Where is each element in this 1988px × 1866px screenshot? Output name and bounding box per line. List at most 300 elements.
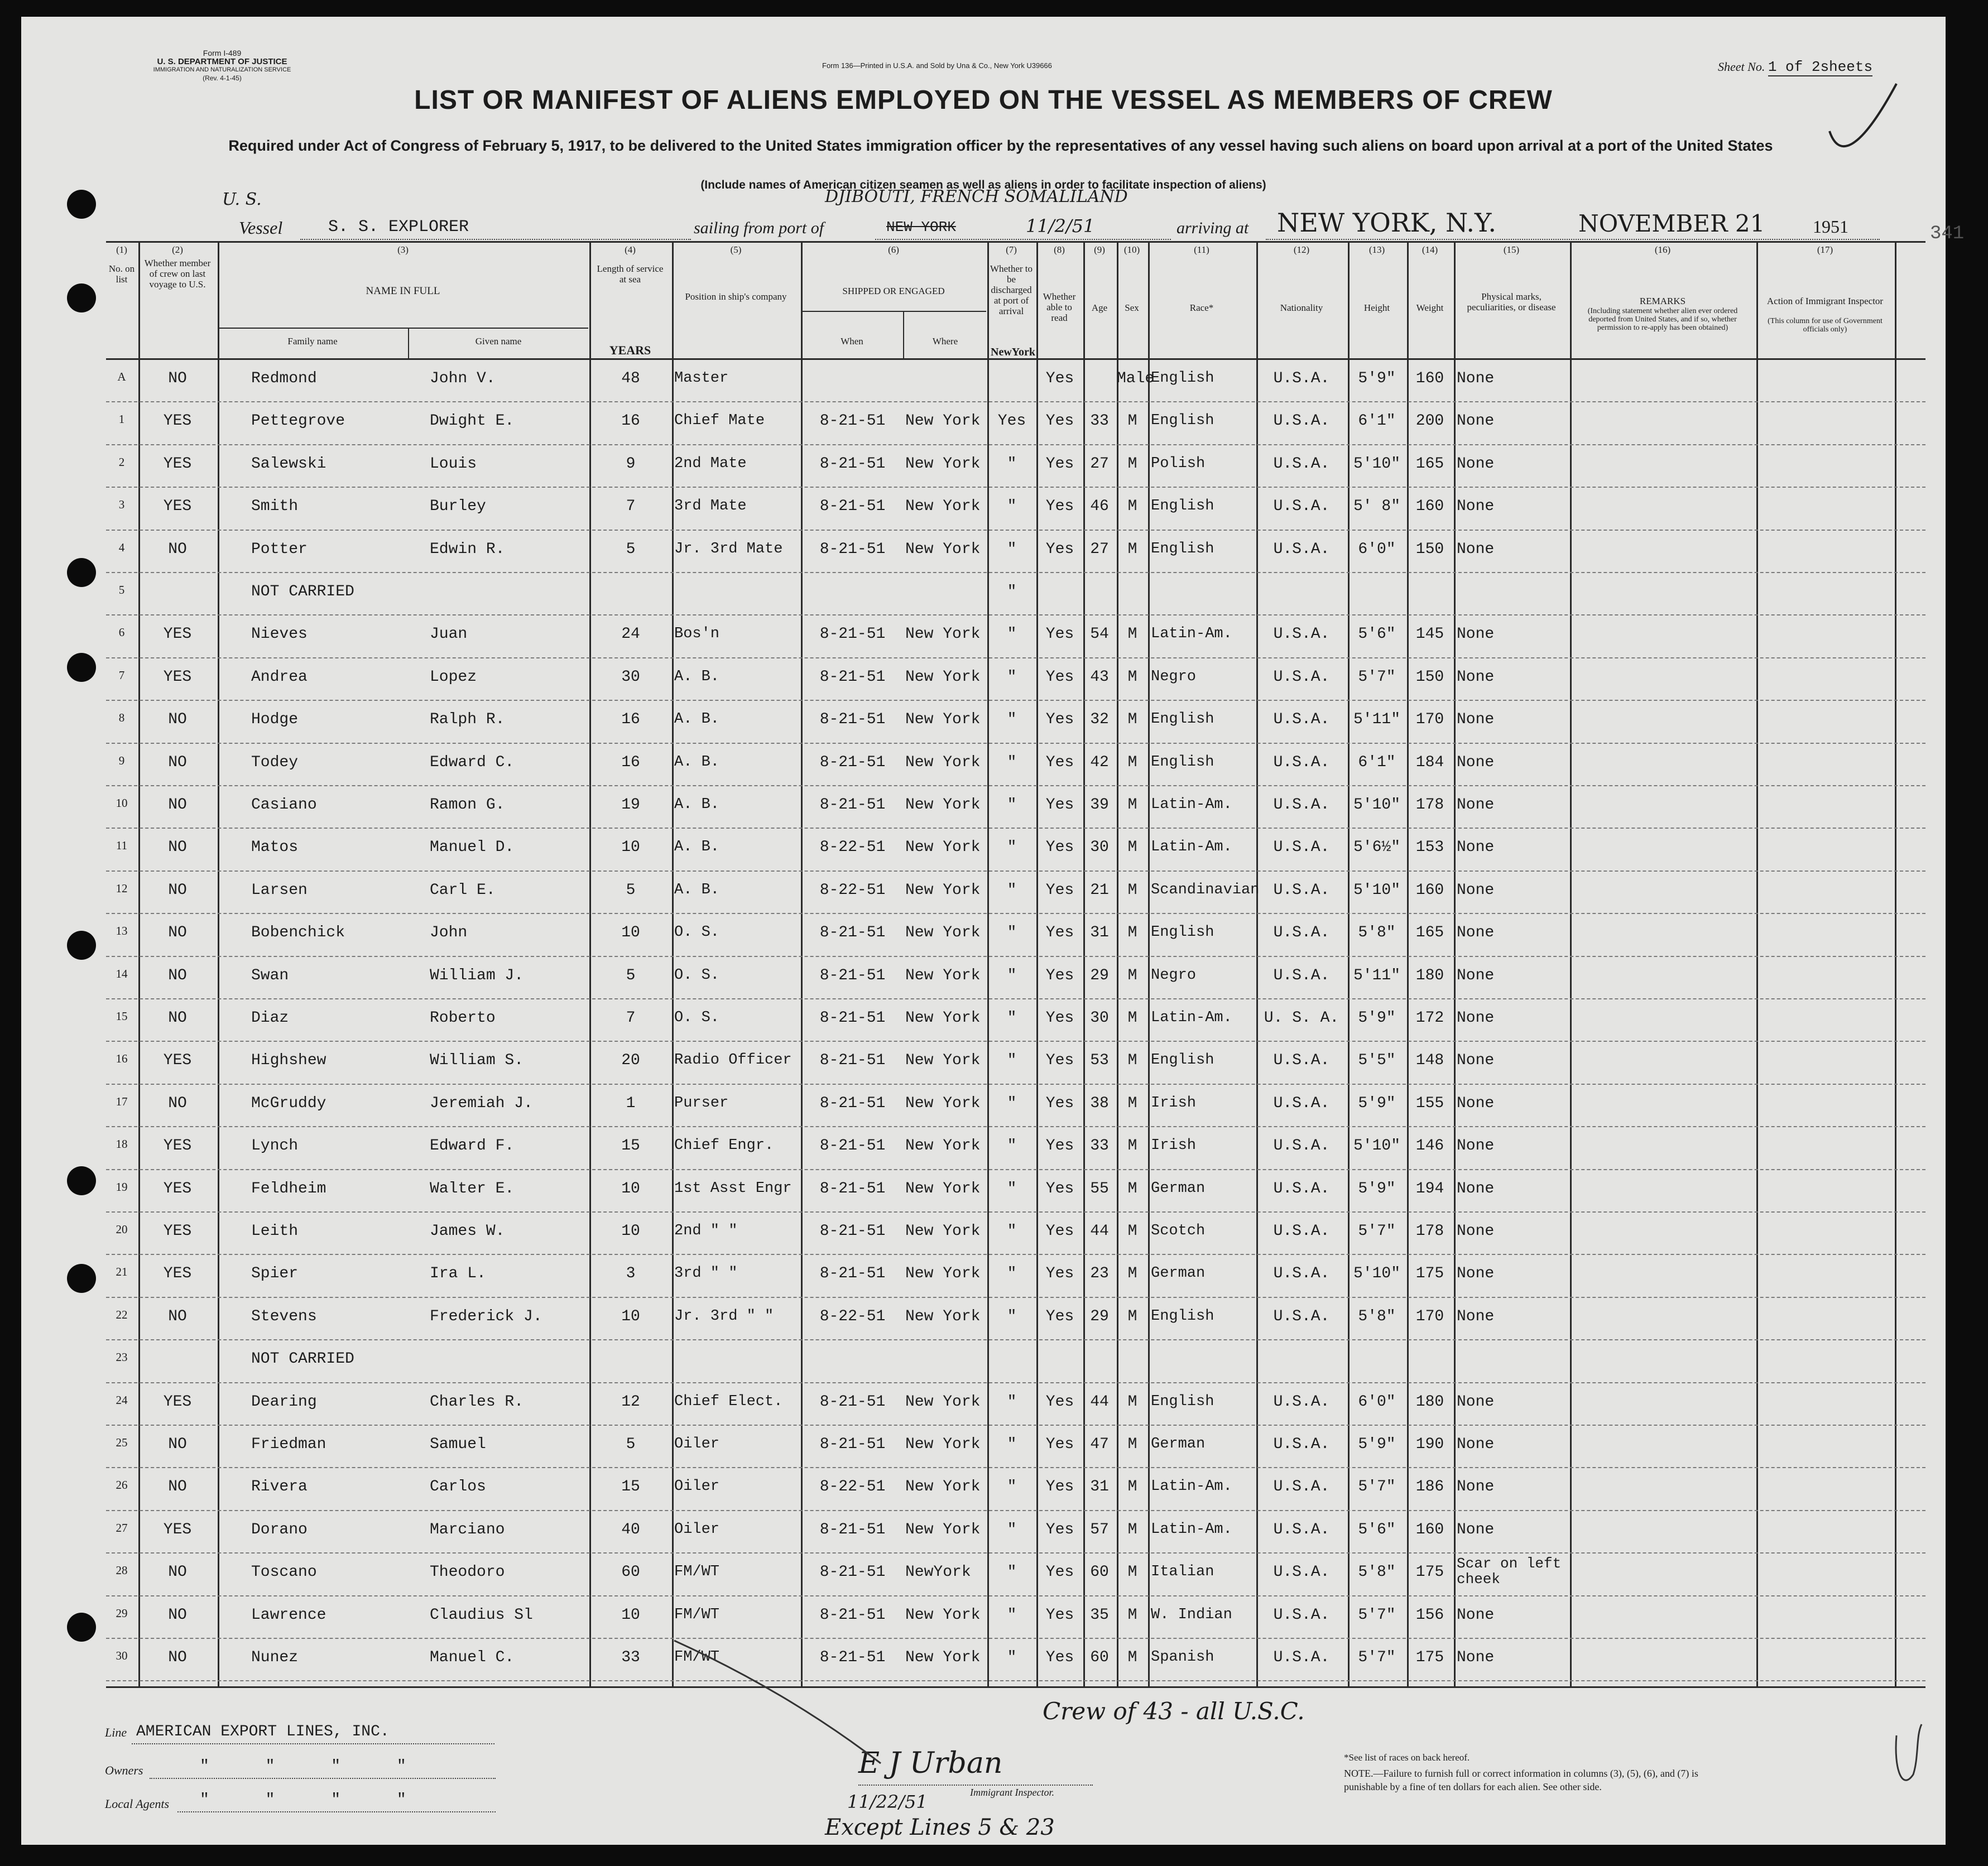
row-position: Oiler xyxy=(674,1436,720,1453)
row-race: Latin-Am. xyxy=(1151,1478,1232,1495)
row-given-name: Marciano xyxy=(430,1521,505,1538)
row-number: 9 xyxy=(118,753,125,767)
row-number: 21 xyxy=(116,1265,128,1279)
row-height: 6'0" xyxy=(1358,540,1396,558)
row-race: Italian xyxy=(1151,1564,1214,1581)
row-family-name: Potter xyxy=(251,540,308,558)
row-years-at-sea: 30 xyxy=(621,668,640,686)
row-family-name: Diaz xyxy=(251,1009,289,1027)
row-weight: 186 xyxy=(1415,1478,1444,1496)
row-family-name: Leith xyxy=(251,1223,299,1240)
row-given-name: William S. xyxy=(430,1052,524,1070)
row-family-name: McGruddy xyxy=(251,1094,326,1112)
row-age: 57 xyxy=(1090,1521,1109,1538)
col-13-num: (13) xyxy=(1368,244,1385,255)
sheet-label: Sheet No. xyxy=(1718,60,1765,74)
row-discharge: " xyxy=(1007,1564,1017,1581)
row-physical-marks: None xyxy=(1457,498,1495,516)
row-weight: 146 xyxy=(1415,1137,1444,1155)
row-number: 20 xyxy=(116,1223,128,1236)
row-sex: M xyxy=(1127,1606,1137,1624)
row-able-to-read: Yes xyxy=(1045,1393,1074,1411)
row-number: 8 xyxy=(118,711,125,725)
row-given-name: Frederick J. xyxy=(430,1307,542,1325)
row-race: English xyxy=(1151,1052,1214,1069)
row-years-at-sea: 15 xyxy=(621,1478,640,1496)
col-11-num: (11) xyxy=(1194,244,1209,255)
row-nationality: U.S.A. xyxy=(1273,1307,1330,1325)
form-title: LIST OR MANIFEST OF ALIENS EMPLOYED ON THE VESSEL AS MEMBERS OF CREW xyxy=(414,85,1553,115)
row-number: 14 xyxy=(116,966,128,980)
punch-hole xyxy=(67,558,96,587)
col-2-num: (2) xyxy=(172,244,183,255)
table-row xyxy=(106,403,1925,437)
row-nationality: U.S.A. xyxy=(1273,1649,1330,1666)
row-height: 5'9" xyxy=(1358,1094,1396,1112)
row-family-name: Stevens xyxy=(251,1307,317,1325)
row-shipped-when: 8-21-51 xyxy=(819,924,886,942)
row-given-name: Roberto xyxy=(430,1009,496,1027)
row-age: 60 xyxy=(1090,1649,1109,1666)
row-race: German xyxy=(1151,1265,1206,1282)
row-years-at-sea: 48 xyxy=(621,370,640,387)
row-last-voyage: NO xyxy=(168,711,187,729)
signature-date-handwritten: 11/22/51 xyxy=(847,1791,928,1812)
row-able-to-read: Yes xyxy=(1045,966,1074,984)
row-position: FM/WT xyxy=(674,1564,720,1581)
row-sex: M xyxy=(1127,839,1137,857)
row-age: 30 xyxy=(1090,839,1109,857)
table-row xyxy=(106,1043,1925,1076)
row-shipped-where: New York xyxy=(905,1180,981,1197)
row-given-name: Lopez xyxy=(430,668,477,686)
row-able-to-read: Yes xyxy=(1045,1094,1074,1112)
row-physical-marks: None xyxy=(1457,455,1495,473)
row-sex: M xyxy=(1127,1307,1137,1325)
row-years-at-sea: 19 xyxy=(621,796,640,814)
row-shipped-when: 8-22-51 xyxy=(819,881,886,899)
row-last-voyage: YES xyxy=(163,455,192,473)
row-able-to-read: Yes xyxy=(1045,881,1074,899)
row-shipped-where: New York xyxy=(905,711,981,729)
local-agents-ditto: " " " " xyxy=(200,1791,406,1809)
col-16-num: (16) xyxy=(1654,244,1671,255)
col-10-num: (10) xyxy=(1123,244,1140,255)
row-position: FM/WT xyxy=(674,1606,720,1623)
department-name: U. S. DEPARTMENT OF JUSTICE xyxy=(157,57,287,66)
punch-hole xyxy=(67,1166,96,1195)
row-able-to-read: Yes xyxy=(1045,370,1074,387)
row-race: German xyxy=(1151,1436,1206,1453)
sheet-value: 1 of 2sheets xyxy=(1768,59,1873,75)
row-nationality: U. S. A. xyxy=(1264,1009,1339,1027)
row-nationality: U.S.A. xyxy=(1273,626,1330,643)
arriving-port: NEW YORK, N.Y. xyxy=(1277,208,1497,238)
row-weight: 175 xyxy=(1415,1564,1444,1581)
row-height: 5'9" xyxy=(1358,370,1396,387)
col-inspector-note: (This column for use of Government officials only) xyxy=(1768,317,1883,334)
row-shipped-when: 8-21-51 xyxy=(819,1137,886,1155)
col-4-num: (4) xyxy=(625,244,636,255)
row-physical-marks: None xyxy=(1457,1393,1495,1411)
row-years-at-sea: 7 xyxy=(626,498,636,516)
row-physical-marks: None xyxy=(1457,370,1495,387)
row-sex: M xyxy=(1127,1265,1137,1283)
row-shipped-when: 8-21-51 xyxy=(819,1009,886,1027)
row-shipped-when: 8-21-51 xyxy=(819,540,886,558)
row-weight: 184 xyxy=(1415,753,1444,771)
row-shipped-when: 8-21-51 xyxy=(819,412,886,430)
row-given-name: William J. xyxy=(430,966,524,984)
row-weight: 190 xyxy=(1415,1436,1444,1453)
row-height: 5'8" xyxy=(1358,1564,1396,1581)
row-sex: M xyxy=(1127,1521,1137,1538)
table-row xyxy=(106,532,1925,565)
row-sex: M xyxy=(1127,753,1137,771)
row-number: 28 xyxy=(116,1564,128,1578)
row-age: 33 xyxy=(1090,1137,1109,1155)
row-last-voyage: YES xyxy=(163,1180,192,1197)
row-nationality: U.S.A. xyxy=(1273,966,1330,984)
row-last-voyage: YES xyxy=(163,1265,192,1283)
row-shipped-where: New York xyxy=(905,881,981,899)
row-nationality: U.S.A. xyxy=(1273,1180,1330,1197)
row-shipped-when: 8-21-51 xyxy=(819,966,886,984)
row-nationality: U.S.A. xyxy=(1273,1606,1330,1624)
row-race: Polish xyxy=(1151,455,1206,472)
row-given-name: Ira L. xyxy=(430,1265,486,1283)
row-race: English xyxy=(1151,1307,1214,1325)
row-age: 31 xyxy=(1090,924,1109,942)
row-discharge: " xyxy=(1007,711,1017,729)
row-sex: M xyxy=(1127,1564,1137,1581)
row-able-to-read: Yes xyxy=(1045,1521,1074,1538)
row-shipped-where: New York xyxy=(905,1223,981,1240)
row-race: Latin-Am. xyxy=(1151,1521,1232,1538)
row-years-at-sea: 16 xyxy=(621,412,640,430)
row-family-name: NOT CARRIED xyxy=(251,583,354,600)
row-discharge: " xyxy=(1007,1521,1017,1538)
row-sex: M xyxy=(1127,924,1137,942)
col-weight-header: Weight xyxy=(1416,302,1444,313)
row-nationality: U.S.A. xyxy=(1273,924,1330,942)
row-age: 60 xyxy=(1090,1564,1109,1581)
row-age: 33 xyxy=(1090,412,1109,430)
row-physical-marks: None xyxy=(1457,1009,1495,1027)
row-years-at-sea: 10 xyxy=(621,1223,640,1240)
row-position: 3rd Mate xyxy=(674,498,747,515)
row-physical-marks: None xyxy=(1457,1521,1495,1538)
row-shipped-where: New York xyxy=(905,498,981,516)
row-family-name: Swan xyxy=(251,966,289,984)
row-given-name: Ramon G. xyxy=(430,796,505,814)
row-weight: 178 xyxy=(1415,796,1444,814)
row-family-name: Smith xyxy=(251,498,299,516)
row-shipped-where: New York xyxy=(905,1052,981,1070)
row-height: 5'9" xyxy=(1358,1009,1396,1027)
row-physical-marks: Scar on left cheek xyxy=(1457,1555,1562,1588)
row-shipped-where: New York xyxy=(905,1265,981,1283)
row-shipped-when: 8-21-51 xyxy=(819,498,886,516)
row-shipped-when: 8-22-51 xyxy=(819,1307,886,1325)
arrival-year: 1951 xyxy=(1813,217,1848,237)
col-17-num: (17) xyxy=(1817,244,1833,255)
row-discharge: " xyxy=(1007,1478,1017,1496)
row-sex: M xyxy=(1127,498,1137,516)
row-age: 44 xyxy=(1090,1393,1109,1411)
row-height: 5'7" xyxy=(1358,1649,1396,1666)
table-row xyxy=(106,1427,1925,1460)
row-last-voyage: NO xyxy=(168,881,187,899)
row-age: 38 xyxy=(1090,1094,1109,1112)
row-height: 5'6" xyxy=(1358,1521,1396,1538)
row-position: O. S. xyxy=(674,924,720,941)
table-row xyxy=(106,1384,1925,1418)
col-9-num: (9) xyxy=(1094,244,1105,255)
row-given-name: Edward F. xyxy=(430,1137,515,1155)
table-row xyxy=(106,787,1925,821)
row-discharge: " xyxy=(1007,498,1017,516)
row-discharge: " xyxy=(1007,924,1017,942)
table-row xyxy=(106,1256,1925,1290)
row-race: Negro xyxy=(1151,966,1197,984)
row-family-name: Nieves xyxy=(251,626,308,643)
row-number: 22 xyxy=(116,1307,128,1321)
row-height: 6'1" xyxy=(1358,412,1396,430)
arrival-date: NOVEMBER 21 xyxy=(1578,210,1765,237)
col-6-num: (6) xyxy=(888,244,899,255)
row-last-voyage: NO xyxy=(168,753,187,771)
table-row xyxy=(106,1555,1925,1588)
vessel-prefix-handwritten: U. S. xyxy=(222,190,262,209)
row-physical-marks: None xyxy=(1457,796,1495,814)
row-able-to-read: Yes xyxy=(1045,412,1074,430)
row-shipped-where: New York xyxy=(905,1521,981,1538)
row-race: Spanish xyxy=(1151,1649,1214,1666)
row-shipped-where: New York xyxy=(905,1606,981,1624)
row-discharge: " xyxy=(1007,1606,1017,1624)
row-able-to-read: Yes xyxy=(1045,540,1074,558)
row-physical-marks: None xyxy=(1457,1606,1495,1624)
row-family-name: Nunez xyxy=(251,1649,299,1666)
table-row xyxy=(106,1171,1925,1205)
row-number: 15 xyxy=(116,1009,128,1023)
row-nationality: U.S.A. xyxy=(1273,540,1330,558)
row-age: 21 xyxy=(1090,881,1109,899)
row-family-name: Friedman xyxy=(251,1436,326,1453)
row-sex: M xyxy=(1127,1393,1137,1411)
row-sex: M xyxy=(1127,881,1137,899)
row-last-voyage: YES xyxy=(163,668,192,686)
row-discharge: " xyxy=(1007,1393,1017,1411)
row-years-at-sea: 15 xyxy=(621,1137,640,1155)
row-last-voyage: NO xyxy=(168,924,187,942)
row-family-name: Salewski xyxy=(251,455,326,473)
table-row xyxy=(106,1128,1925,1162)
row-height: 5'8" xyxy=(1358,924,1396,942)
row-family-name: Dorano xyxy=(251,1521,308,1538)
line-label: Line xyxy=(105,1725,127,1739)
row-height: 5'11" xyxy=(1353,966,1400,984)
row-position: 2nd " " xyxy=(674,1223,738,1239)
row-shipped-where: New York xyxy=(905,540,981,558)
row-age: 42 xyxy=(1090,753,1109,771)
row-position: Chief Mate xyxy=(674,412,765,430)
row-number: 17 xyxy=(116,1094,128,1108)
row-family-name: Larsen xyxy=(251,881,308,899)
row-height: 5'9" xyxy=(1358,1180,1396,1197)
row-family-name: Todey xyxy=(251,753,299,771)
row-sex: M xyxy=(1127,626,1137,643)
row-given-name: Carl E. xyxy=(430,881,496,899)
row-age: 31 xyxy=(1090,1478,1109,1496)
col-inspector-header: Action of Immigrant Inspector xyxy=(1766,296,1884,306)
row-able-to-read: Yes xyxy=(1045,455,1074,473)
col-remarks-note: (Including statement whether alien ever ordered deported from United States, and if so, whether permission to re-apply has been obtained) xyxy=(1587,307,1738,332)
col-7-num: (7) xyxy=(1006,244,1017,255)
col-service-header: Length of service at sea xyxy=(597,263,664,285)
row-age: 53 xyxy=(1090,1052,1109,1070)
row-physical-marks: None xyxy=(1457,1478,1495,1496)
row-number: 16 xyxy=(116,1052,128,1066)
row-nationality: U.S.A. xyxy=(1273,1521,1330,1538)
row-last-voyage: YES xyxy=(163,498,192,516)
row-able-to-read: Yes xyxy=(1045,1478,1074,1496)
row-number: 11 xyxy=(116,839,128,853)
row-nationality: U.S.A. xyxy=(1273,498,1330,516)
table-row xyxy=(106,574,1925,608)
row-physical-marks: None xyxy=(1457,753,1495,771)
row-discharge: " xyxy=(1007,1223,1017,1240)
row-able-to-read: Yes xyxy=(1045,668,1074,686)
row-position: A. B. xyxy=(674,711,720,728)
row-age: 54 xyxy=(1090,626,1109,643)
row-sex: M xyxy=(1127,540,1137,558)
row-discharge: " xyxy=(1007,626,1017,643)
row-sex: M xyxy=(1127,1649,1137,1666)
row-family-name: Redmond xyxy=(251,370,317,387)
row-age: 44 xyxy=(1090,1223,1109,1240)
row-weight: 180 xyxy=(1415,966,1444,984)
row-able-to-read: Yes xyxy=(1045,498,1074,516)
row-number: 18 xyxy=(116,1137,128,1151)
row-height: 5'8" xyxy=(1358,1307,1396,1325)
row-shipped-when: 8-21-51 xyxy=(819,1223,886,1240)
row-shipped-where: New York xyxy=(905,1094,981,1112)
col-position-header: Position in ship's company xyxy=(685,291,787,302)
row-able-to-read: Yes xyxy=(1045,1564,1074,1581)
row-height: 5'6½" xyxy=(1353,839,1400,857)
row-years-at-sea: 33 xyxy=(621,1649,640,1666)
row-number: 4 xyxy=(118,540,125,554)
row-weight: 148 xyxy=(1415,1052,1444,1070)
table-row xyxy=(106,1214,1925,1247)
row-shipped-when: 8-21-51 xyxy=(819,1649,886,1666)
row-able-to-read: Yes xyxy=(1045,1009,1074,1027)
row-number: 2 xyxy=(118,455,125,469)
row-discharge: " xyxy=(1007,1649,1017,1666)
sailing-label: sailing from port of xyxy=(694,219,824,237)
row-height: 5'11" xyxy=(1353,711,1400,729)
row-discharge: " xyxy=(1007,1094,1017,1112)
owners-ditto: " " " " xyxy=(200,1758,406,1775)
row-last-voyage: NO xyxy=(168,796,187,814)
row-shipped-when: 8-21-51 xyxy=(819,1436,886,1453)
row-last-voyage: YES xyxy=(163,1521,192,1538)
row-family-name: Rivera xyxy=(251,1478,308,1496)
row-shipped-where: New York xyxy=(905,455,981,473)
row-position: Chief Elect. xyxy=(674,1393,783,1410)
row-height: 5'10" xyxy=(1353,881,1400,899)
row-discharge: " xyxy=(1007,455,1017,473)
row-nationality: U.S.A. xyxy=(1273,370,1330,387)
row-position: A. B. xyxy=(674,839,720,856)
row-last-voyage: NO xyxy=(168,1649,187,1666)
row-last-voyage: NO xyxy=(168,1564,187,1581)
row-number: 13 xyxy=(116,924,128,938)
row-shipped-when: 8-21-51 xyxy=(819,1052,886,1070)
row-shipped-when: 8-21-51 xyxy=(819,1521,886,1538)
row-race: English xyxy=(1151,924,1214,941)
row-given-name: Claudius Sl xyxy=(430,1606,533,1624)
punch-hole xyxy=(67,931,96,960)
row-nationality: U.S.A. xyxy=(1273,1478,1330,1496)
col-list-number-header: No. on list xyxy=(108,263,135,285)
row-shipped-where: New York xyxy=(905,839,981,857)
row-family-name: Casiano xyxy=(251,796,317,814)
row-position: Chief Engr. xyxy=(674,1137,774,1155)
row-age: 32 xyxy=(1090,711,1109,729)
row-sex: M xyxy=(1127,796,1137,814)
row-weight: 165 xyxy=(1415,455,1444,473)
row-sex: M xyxy=(1127,1223,1137,1240)
row-years-at-sea: 16 xyxy=(621,753,640,771)
row-sex: M xyxy=(1127,966,1137,984)
row-race: English xyxy=(1151,370,1214,387)
row-nationality: U.S.A. xyxy=(1273,1265,1330,1283)
row-shipped-where: New York xyxy=(905,1009,981,1027)
row-discharge: Yes xyxy=(997,412,1026,430)
row-last-voyage: NO xyxy=(168,370,187,387)
row-given-name: Manuel C. xyxy=(430,1649,515,1666)
row-shipped-when: 8-21-51 xyxy=(819,1180,886,1197)
row-weight: 153 xyxy=(1415,839,1444,857)
row-shipped-where: New York xyxy=(905,1393,981,1411)
inspector-signature: E J Urban xyxy=(858,1747,1003,1780)
row-position: A. B. xyxy=(674,668,720,685)
form-id-block xyxy=(105,49,339,83)
row-position: 3rd " " xyxy=(674,1265,738,1282)
row-height: 5' 8" xyxy=(1353,498,1400,516)
row-weight: 170 xyxy=(1415,1307,1444,1325)
row-years-at-sea: 16 xyxy=(621,711,640,729)
row-race: Latin-Am. xyxy=(1151,839,1232,856)
row-age: 29 xyxy=(1090,1307,1109,1325)
row-years-at-sea: 10 xyxy=(621,839,640,857)
row-years-at-sea: 10 xyxy=(621,1307,640,1325)
row-last-voyage: YES xyxy=(163,412,192,430)
row-position: A. B. xyxy=(674,796,720,813)
row-weight: 155 xyxy=(1415,1094,1444,1112)
row-race: English xyxy=(1151,412,1214,430)
table-row xyxy=(106,702,1925,735)
row-nationality: U.S.A. xyxy=(1273,753,1330,771)
row-position: Purser xyxy=(674,1094,729,1112)
row-last-voyage: NO xyxy=(168,1436,187,1453)
row-family-name: NOT CARRIED xyxy=(251,1350,354,1368)
row-height: 6'0" xyxy=(1358,1393,1396,1411)
row-years-at-sea: 9 xyxy=(626,455,636,473)
